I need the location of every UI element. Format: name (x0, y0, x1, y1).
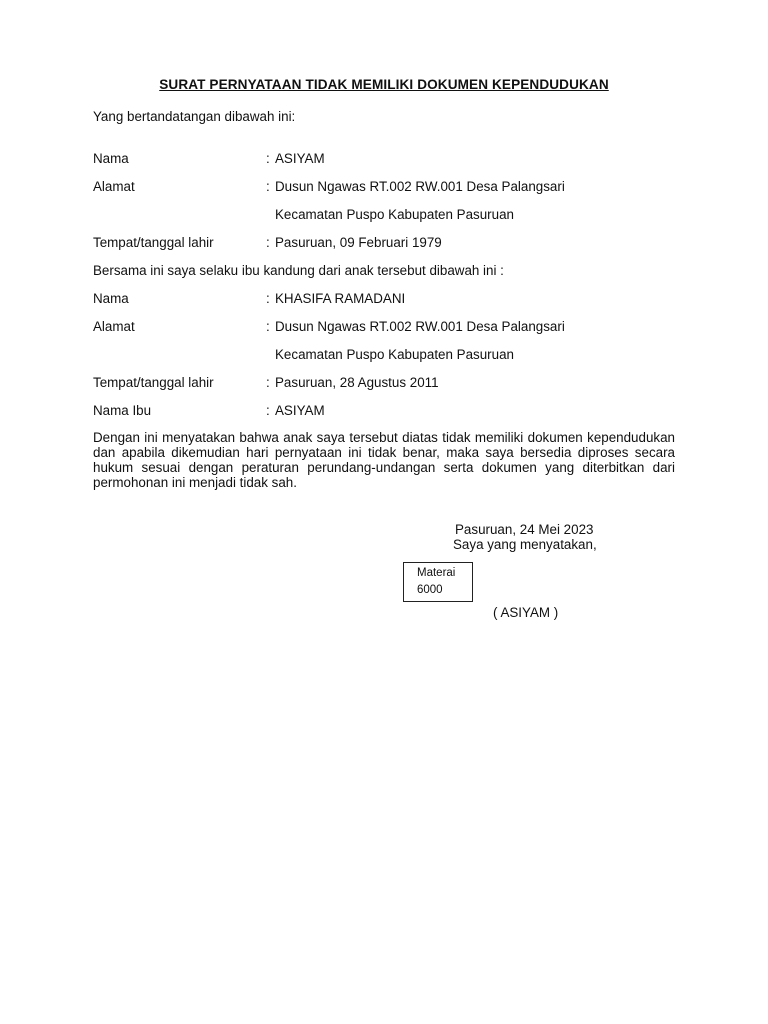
signatory-birth-value: Pasuruan, 09 Februari 1979 (275, 235, 442, 250)
signature-statement: Saya yang menyatakan, (453, 537, 597, 552)
document-title: SURAT PERNYATAAN TIDAK MEMILIKI DOKUMEN KEPENDUDUKAN (159, 77, 609, 92)
signatory-address-line1: Dusun Ngawas RT.002 RW.001 Desa Palangsari (275, 179, 565, 194)
colon: : (266, 151, 270, 166)
signatory-name-label: Nama (93, 151, 129, 166)
signatory-name-value: ASIYAM (275, 151, 325, 166)
colon: : (266, 403, 270, 418)
child-name-label: Nama (93, 291, 129, 306)
colon: : (266, 375, 270, 390)
statement-paragraph: Dengan ini menyatakan bahwa anak saya tersebut diatas tidak memiliki dokumen kependudukan dan apabila dikemudian hari pernyataan ini tidak benar, maka saya bersedia diproses secara hukum sesuai dengan peraturan perundang-undangan serta dokumen yang diterbitkan dari permohonan ini menjadi tidak sah. (93, 430, 675, 490)
child-address-row (93, 319, 693, 337)
child-mother-label: Nama Ibu (93, 403, 152, 418)
stamp-label: Materai (417, 567, 456, 579)
child-name-value: KHASIFA RAMADANI (275, 291, 406, 306)
signatory-birth-row (93, 235, 693, 253)
colon: : (266, 291, 270, 306)
child-address-line2: Kecamatan Puspo Kabupaten Pasuruan (275, 347, 514, 362)
child-address-label: Alamat (93, 319, 135, 334)
child-birth-label: Tempat/tanggal lahir (93, 375, 214, 390)
materai-stamp-box (403, 562, 473, 602)
child-mother-value: ASIYAM (275, 403, 325, 418)
signature-place-date: Pasuruan, 24 Mei 2023 (455, 522, 594, 537)
colon: : (266, 179, 270, 194)
child-mother-row (93, 403, 693, 421)
child-address-line1: Dusun Ngawas RT.002 RW.001 Desa Palangsari (275, 319, 565, 334)
colon: : (266, 319, 270, 334)
stamp-value: 6000 (417, 584, 443, 596)
signatory-address-label: Alamat (93, 179, 135, 194)
intro-text: Yang bertandatangan dibawah ini: (93, 109, 296, 124)
child-birth-value: Pasuruan, 28 Agustus 2011 (275, 375, 439, 390)
colon: : (266, 235, 270, 250)
signatory-address-line2: Kecamatan Puspo Kabupaten Pasuruan (275, 207, 514, 222)
child-name-row (93, 291, 693, 309)
child-birth-row (93, 375, 693, 393)
signatory-name-row (93, 151, 693, 169)
signer-name: ( ASIYAM ) (493, 605, 559, 620)
child-intro-text: Bersama ini saya selaku ibu kandung dari anak tersebut dibawah ini : (93, 263, 504, 278)
signatory-birth-label: Tempat/tanggal lahir (93, 235, 214, 250)
signatory-address-row (93, 179, 693, 197)
